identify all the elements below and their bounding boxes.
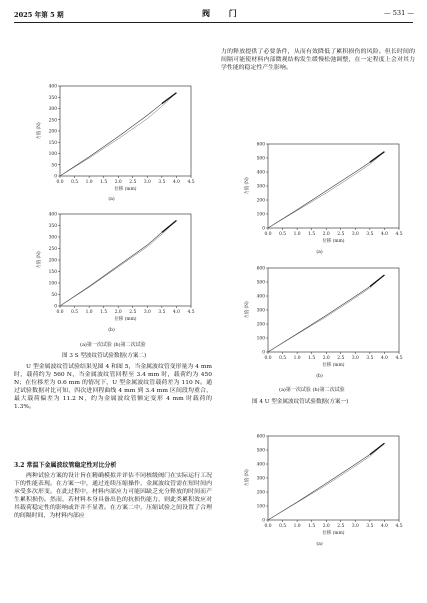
- x-tick-label: 0.5: [71, 180, 79, 185]
- y-tick-label: 350: [48, 95, 57, 101]
- x-tick-label: 2.0: [322, 356, 330, 361]
- x-tick-label: 1.0: [85, 310, 93, 315]
- x-axis-label: 位移 (mm): [322, 363, 345, 368]
- series-line: [268, 443, 384, 520]
- series-line: [268, 152, 384, 228]
- right-paragraph: [221, 48, 415, 72]
- x-tick-label: 1.5: [100, 310, 108, 315]
- y-tick-label: 300: [48, 235, 57, 241]
- x-tick-label: 4.5: [395, 356, 403, 361]
- x-tick-label: 1.5: [100, 180, 108, 185]
- paragraph-text: 两种试验方案的设计旨在精确模拟并评估不同核级阀门在实际运行工况下的性能表现。在方案一中，通过连续压缩操作，金属波纹管需在短时间内承受多次形变。在此过程中，材料内部应力可能因缺乏充分释放的时间而产生累积损伤。然而，若材料本身具备出色的抗损伤能力，则此类累积效应对其载荷稳定性的影响或许并不显著。在方案二中，压缩试验之间设置了合理的间隔时间，为材料内部应: [14, 473, 212, 520]
- x-tick-label: 0.5: [279, 524, 287, 529]
- x-tick-label: 2.5: [129, 310, 137, 315]
- y-tick-label: 150: [48, 140, 57, 146]
- x-tick-label: 1.5: [308, 356, 316, 361]
- y-tick-label: 500: [256, 156, 265, 162]
- page-header: [14, 9, 414, 21]
- x-tick-label: 4.5: [187, 310, 195, 315]
- y-tick-label: 600: [256, 266, 265, 272]
- y-tick-label: 250: [48, 118, 57, 124]
- x-tick-label: 1.0: [293, 524, 301, 529]
- y-tick-label: 400: [256, 170, 265, 176]
- series-line: [268, 443, 384, 520]
- x-tick-label: 2.0: [114, 180, 122, 185]
- y-tick-label: 250: [48, 247, 57, 252]
- x-tick-label: 2.0: [322, 524, 330, 529]
- plot-frame: [60, 214, 191, 306]
- x-axis-label: 位移 (mm): [322, 531, 345, 536]
- x-tick-label: 0.0: [56, 180, 64, 185]
- x-tick-label: 0.5: [279, 356, 287, 361]
- paragraph-text: 力的释放提供了必要条件，从而有效降低了累积损伤的风险。但长时间的间隔可能使材料内部微观结构发生缓慢松弛调整，在一定程度上会对其力学性能的稳定性产生影响。: [221, 49, 415, 72]
- x-axis-label: 位移 (mm): [114, 187, 137, 192]
- section-heading: 3.2 常温下金属波纹管稳定性对比分析: [14, 462, 117, 469]
- y-tick-label: 200: [256, 322, 265, 328]
- x-tick-label: 2.5: [337, 232, 345, 237]
- journal-title: 阀 门: [202, 8, 245, 18]
- x-tick-label: 3.0: [351, 232, 359, 237]
- x-tick-label: 2.5: [129, 180, 137, 185]
- figure4-legend: (a)第一次试验 (b)第二次试验: [279, 387, 345, 393]
- overlap-segment: [370, 275, 385, 286]
- x-tick-label: 1.5: [308, 524, 316, 529]
- y-tick-label: 150: [48, 270, 57, 275]
- x-tick-label: 0.0: [264, 524, 272, 529]
- y-tick-label: 0: [54, 174, 57, 180]
- x-tick-label: 0.0: [264, 356, 272, 361]
- y-tick-label: 500: [256, 448, 265, 454]
- y-tick-label: 300: [256, 476, 265, 482]
- y-axis-label: 力值 (N): [245, 301, 250, 319]
- x-tick-label: 0.0: [56, 310, 64, 315]
- page-number: — 531 —: [384, 9, 414, 17]
- x-tick-label: 2.5: [337, 524, 345, 529]
- x-tick-label: 3.0: [351, 524, 359, 529]
- issue-label: 2025 年第 5 期: [14, 11, 64, 19]
- figure4-b-chart: [222, 262, 417, 374]
- y-tick-label: 200: [256, 490, 265, 496]
- y-tick-label: 100: [48, 152, 57, 157]
- panel-sub-label: (b): [108, 328, 115, 333]
- figure4-panel-a: [222, 138, 417, 260]
- panel-sub-label: (a): [316, 542, 323, 547]
- figure-c-panel-a: [222, 430, 417, 552]
- overlap-segment: [162, 93, 177, 104]
- figure4-caption: 图 4 U 型金属波纹管试验数据(方案一): [252, 399, 349, 405]
- x-tick-label: 1.0: [85, 180, 93, 185]
- y-tick-label: 300: [48, 107, 57, 112]
- panel-sub-label: (a): [108, 197, 115, 202]
- panel-sub-label: (b): [316, 374, 323, 379]
- plot-frame: [268, 436, 399, 520]
- figure3-a-chart: [14, 80, 209, 198]
- x-tick-label: 0.5: [279, 232, 287, 237]
- panel-sub-label: (a): [316, 250, 323, 255]
- y-axis-label: 力值 (N): [245, 469, 250, 487]
- y-tick-label: 300: [256, 184, 265, 190]
- figure3-panel-a: [14, 80, 209, 208]
- y-tick-label: 100: [48, 281, 57, 287]
- y-tick-label: 100: [256, 212, 265, 218]
- y-tick-label: 400: [256, 294, 265, 300]
- figure3-caption: 图 3 S 型波纹管试验数据(方案二): [62, 353, 147, 359]
- x-tick-label: 3.5: [158, 180, 166, 185]
- y-tick-label: 100: [256, 504, 265, 510]
- figure3-legend: (a)第一次试验 (b)第二次试验: [80, 342, 146, 348]
- y-tick-label: 400: [48, 212, 57, 218]
- y-axis-label: 力值 (N): [245, 177, 250, 195]
- series-line: [60, 93, 176, 176]
- x-tick-label: 1.0: [293, 356, 301, 361]
- paragraph-text: U 型金属波纹管试验结果见图 4 和图 5，当金属波纹管变形量为 4 mm 时，载荷约为 560 N，当金属波纹管回程至 3.4 mm 时，载荷约为 450 N；在位移差为 0.6 mm 的情况下，U 型金属波纹管载荷差为 110 N。通过试验数据对比可知，四次进回程曲线 4 mm 到 3.4 mm 区间段均重合，最大载荷偏差为 11.2 N，约为金属波纹管额定变形 4 mm 时载荷的 1.3%。: [14, 364, 212, 411]
- y-tick-label: 0: [262, 518, 265, 524]
- series-line: [268, 275, 384, 352]
- x-tick-label: 4.0: [380, 232, 388, 237]
- figure4-panel-b: [222, 262, 417, 384]
- figure4-a-chart: [222, 138, 417, 250]
- series-line: [60, 93, 176, 176]
- x-tick-label: 3.0: [143, 310, 151, 315]
- x-tick-label: 0.0: [264, 232, 272, 237]
- y-tick-label: 400: [256, 462, 265, 468]
- x-tick-label: 4.5: [395, 524, 403, 529]
- y-tick-label: 100: [256, 336, 265, 342]
- x-tick-label: 0.5: [71, 310, 79, 315]
- x-tick-label: 3.5: [366, 356, 374, 361]
- x-tick-label: 3.0: [351, 356, 359, 361]
- overlap-segment: [370, 152, 385, 163]
- y-axis-label: 力值 (N): [37, 251, 42, 269]
- y-tick-label: 50: [51, 163, 57, 169]
- series-line: [60, 220, 176, 306]
- figure-c-a-chart: [222, 430, 417, 542]
- y-tick-label: 600: [256, 142, 265, 148]
- x-tick-label: 4.0: [380, 356, 388, 361]
- y-tick-label: 0: [262, 350, 265, 356]
- series-line: [60, 220, 176, 306]
- y-tick-label: 50: [51, 293, 57, 298]
- x-tick-label: 4.0: [380, 524, 388, 529]
- left-paragraph-1: [14, 363, 212, 412]
- figure3-panel-b: [14, 208, 209, 338]
- y-tick-label: 300: [256, 308, 265, 314]
- y-tick-label: 400: [48, 84, 57, 90]
- x-tick-label: 2.0: [322, 232, 330, 237]
- x-tick-label: 3.5: [366, 232, 374, 237]
- x-tick-label: 3.5: [158, 310, 166, 315]
- y-tick-label: 600: [256, 434, 265, 440]
- x-tick-label: 4.0: [172, 180, 180, 185]
- y-axis-label: 力值 (N): [37, 122, 42, 140]
- y-tick-label: 0: [262, 226, 265, 232]
- overlap-segment: [370, 443, 385, 454]
- x-tick-label: 4.0: [172, 310, 180, 315]
- x-tick-label: 4.5: [187, 180, 195, 185]
- x-tick-label: 2.5: [337, 356, 345, 361]
- x-axis-label: 位移 (mm): [322, 239, 345, 244]
- series-line: [268, 152, 384, 228]
- x-axis-label: 位移 (mm): [114, 317, 137, 322]
- y-tick-label: 0: [54, 304, 57, 310]
- header-rule: [14, 22, 413, 23]
- x-tick-label: 3.5: [366, 524, 374, 529]
- series-line: [268, 275, 384, 352]
- y-tick-label: 500: [256, 280, 265, 286]
- y-tick-label: 350: [48, 224, 57, 229]
- x-tick-label: 1.0: [293, 232, 301, 237]
- x-tick-label: 2.0: [114, 310, 122, 315]
- figure3-b-chart: [14, 208, 209, 328]
- x-tick-label: 1.5: [308, 232, 316, 237]
- overlap-segment: [162, 220, 177, 232]
- x-tick-label: 4.5: [395, 232, 403, 237]
- y-tick-label: 200: [256, 198, 265, 204]
- y-tick-label: 200: [48, 258, 57, 264]
- y-tick-label: 200: [48, 129, 57, 135]
- x-tick-label: 3.0: [143, 180, 151, 185]
- left-paragraph-2: [14, 472, 212, 521]
